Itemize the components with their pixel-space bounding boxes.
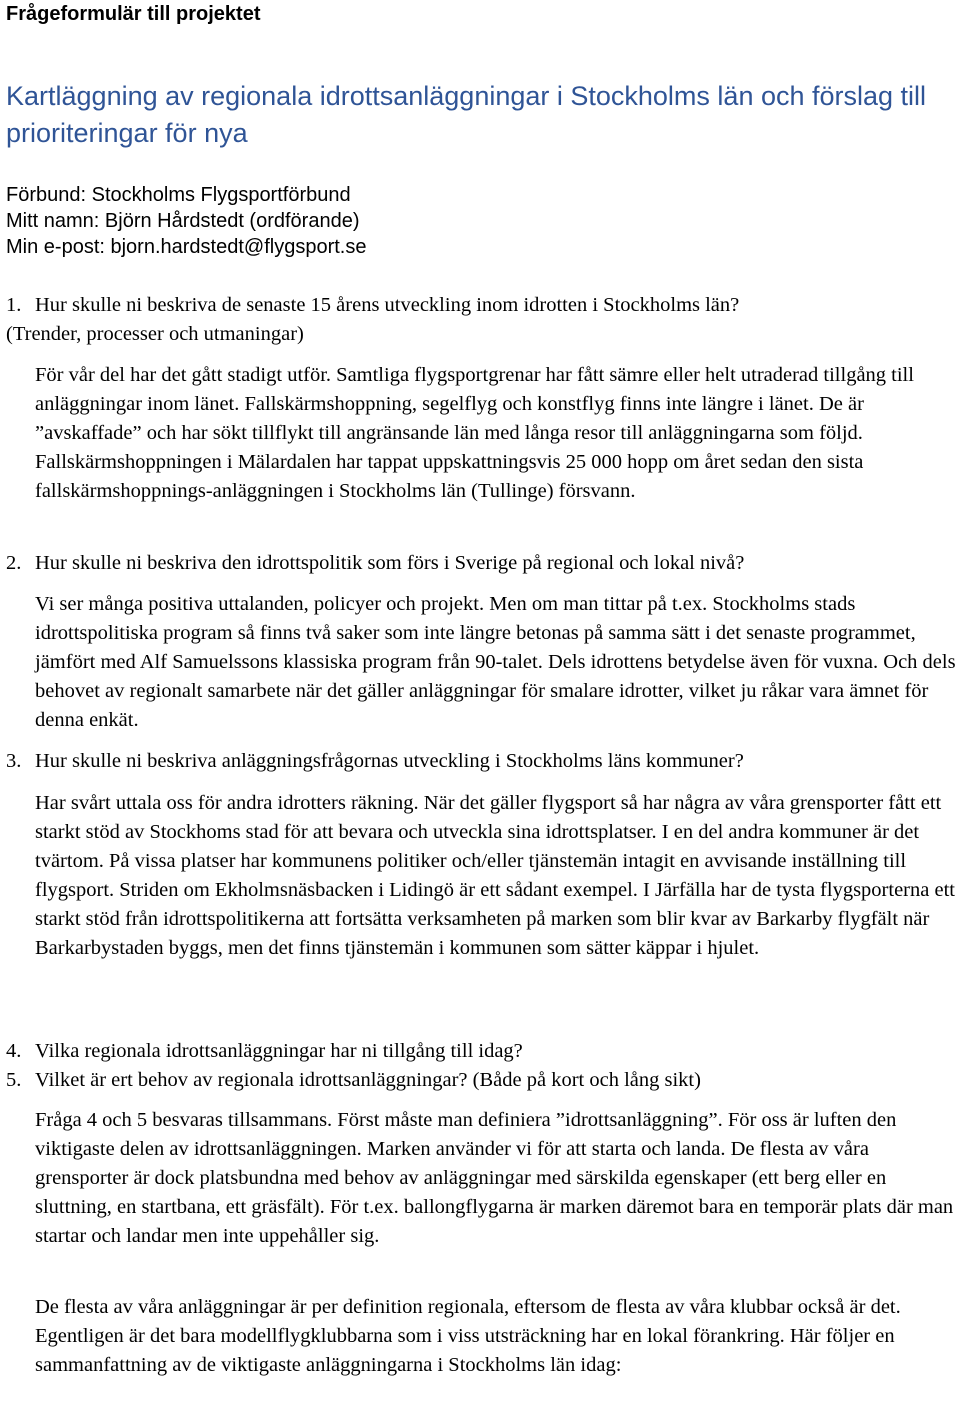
answer-4-5-continued: De flesta av våra anläggningar är per definition regionala, eftersom de flesta av våra klubbar också är det. Egentligen är det bara modellflygklubbarna som i viss utsträckning har en lokal förankring. Här följer en sammanfattning av de viktigaste anläggningarna i Stockholms län idag:: [35, 1296, 901, 1376]
form-header: Frågeformulär till projektet: [6, 3, 261, 25]
name-line: Mitt namn: Björn Hårdstedt (ordförande): [6, 210, 360, 232]
question-number: 4.: [6, 1040, 22, 1062]
federation-line: Förbund: Stockholms Flygsportförbund: [6, 184, 351, 206]
question-continuation: (Trender, processer och utmaningar): [6, 323, 304, 345]
question-text: Vilket är ert behov av regionala idrottsanläggningar? (Både på kort och lång sikt): [35, 1069, 701, 1091]
respondent-info: [6, 182, 366, 260]
answer-1: För vår del har det gått stadigt utför. Samtliga flygsportgrenar har fått sämre eller helt utraderad tillgång till anläggningar inom länet. Fallskärmshoppning, segelflyg och konstflyg finns inte längre i länet. De är ”avskaffade” och har sökt tillflykt till angränsande län med långa resor till anläggningarna som följd. Fallskärmshoppningen i Mälardalen har tappat uppskattningsvis 25 000 hopp om året sedan den sista fallskärmshoppnings-anläggningen i Stockholms län (Tullinge) försvann.: [35, 364, 914, 502]
question-number: 1.: [6, 294, 22, 316]
email-line: Min e-post: bjorn.hardstedt@flygsport.se: [6, 236, 367, 258]
question-1: [6, 291, 956, 349]
document-title: Kartläggning av regionala idrottsanläggningar i Stockholms län och förslag till prioriteringar för nya: [6, 81, 927, 148]
question-2: [6, 549, 956, 578]
answer-2: Vi ser många positiva uttalanden, policyer och projekt. Men om man tittar på t.ex. Stockholms stads idrottspolitiska program så finns två saker som inte längre betonas på samma sätt i det senaste programmet, jämfört med Alf Samuelssons klassiska program från 90-talet. Dels idrottens betydelse även för vuxna. Och dels behovet av regionalt samarbete när det gäller anläggningar för smalare idrotter, vilket ju råkar vara ämnet för denna enkät.: [35, 593, 956, 731]
answer-4-5: Fråga 4 och 5 besvaras tillsammans. Först måste man definiera ”idrottsanläggning”. För oss är luften den viktigaste delen av idrottsanläggningen. Marken använder vi för att starta och landa. De flesta av våra grensporter är dock platsbundna med behov av anläggningar med särskilda egenskaper (ett berg eller en sluttning, en startbana, ett gräsfält). För t.ex. ballongflygarna är marken däremot bara en temporär plats där man startar och landar men inte uppehåller sig.: [35, 1109, 954, 1247]
question-number: 3.: [6, 750, 22, 772]
answer-3: Har svårt uttala oss för andra idrotters räkning. När det gäller flygsport så har några av våra grensporter fått ett starkt stöd av Stockhoms stad för att bevara och utveckla sina idrottsplatser. I en del andra kommuner är det tvärtom. På vissa platser har kommunens politiker och/eller tjänstemän intagit en avvisande inställning till flygsport. Striden om Ekholmsnäsbacken i Lidingö är ett sådant exempel. I Järfälla har de tysta flygsporterna ett starkt stöd från idrottspolitikerna att fortsätta verksamheten på marken som blir kvar av Barkarby flygfält när Barkarbystaden byggs, men det finns tjänstemän i kommunen som sätter käppar i hjulet.: [35, 792, 955, 959]
question-3: [6, 747, 956, 776]
question-number: 5.: [6, 1069, 22, 1091]
question-number: 2.: [6, 552, 22, 574]
question-text: Vilka regionala idrottsanläggningar har ni tillgång till idag?: [35, 1040, 523, 1062]
question-text: Hur skulle ni beskriva anläggningsfrågornas utveckling i Stockholms läns kommuner?: [35, 750, 744, 772]
question-5: [6, 1066, 956, 1095]
question-text: Hur skulle ni beskriva de senaste 15 årens utveckling inom idrotten i Stockholms län?: [35, 294, 740, 316]
question-4: [6, 1037, 956, 1066]
question-text: Hur skulle ni beskriva den idrottspolitik som förs i Sverige på regional och lokal nivå?: [35, 552, 745, 574]
